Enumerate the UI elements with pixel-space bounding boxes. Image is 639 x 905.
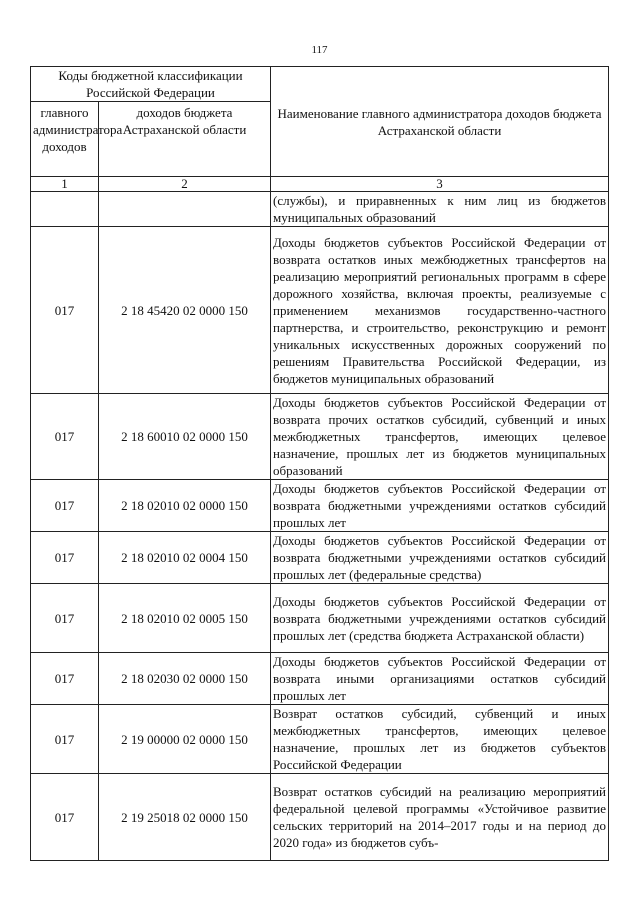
revenue-code-cell bbox=[99, 192, 271, 227]
page-number: 117 bbox=[311, 44, 328, 56]
revenue-code-cell: 2 19 00000 02 0000 150 bbox=[99, 705, 271, 774]
header-codes-group: Коды бюджетной классификации Российской Федерации bbox=[31, 67, 271, 102]
table-row bbox=[31, 227, 609, 394]
table-row bbox=[31, 394, 609, 480]
revenue-name-cell: Доходы бюджетов субъектов Российской Федерации от возврата бюджетными учреждениями остатков субсидий прошлых лет bbox=[271, 480, 609, 532]
revenue-name-cell: Доходы бюджетов субъектов Российской Федерации от возврата прочих остатков субсидий, субвенций и иных межбюджетных трансфертов, имеющих целевое назначение, прошлых лет из бюджетов муниципальных образований bbox=[271, 394, 609, 480]
table-row bbox=[31, 705, 609, 774]
table-row bbox=[31, 480, 609, 532]
table-row bbox=[31, 653, 609, 705]
revenue-name-cell: Доходы бюджетов субъектов Российской Федерации от возврата бюджетными учреждениями остатков субсидий прошлых лет (средства бюджета Астраханской области) bbox=[271, 584, 609, 653]
header-col-number-1: 1 bbox=[31, 177, 99, 192]
header-col-number-3: 3 bbox=[271, 177, 609, 192]
header-col-number-2: 2 bbox=[99, 177, 271, 192]
budget-classification-table bbox=[30, 66, 609, 861]
revenue-code-cell: 2 18 02010 02 0005 150 bbox=[99, 584, 271, 653]
admin-code-cell: 017 bbox=[31, 653, 99, 705]
admin-code-cell: 017 bbox=[31, 705, 99, 774]
header-admin-code: главного администратора доходов bbox=[31, 102, 99, 177]
admin-code-cell: 017 bbox=[31, 532, 99, 584]
revenue-code-cell: 2 18 45420 02 0000 150 bbox=[99, 227, 271, 394]
revenue-code-cell: 2 18 02010 02 0000 150 bbox=[99, 480, 271, 532]
admin-code-cell bbox=[31, 192, 99, 227]
table-row bbox=[31, 192, 609, 227]
header-revenue-code: доходов бюджета Астраханской области bbox=[99, 102, 271, 177]
table-row bbox=[31, 532, 609, 584]
revenue-code-cell: 2 19 25018 02 0000 150 bbox=[99, 774, 271, 861]
admin-code-cell: 017 bbox=[31, 774, 99, 861]
admin-code-cell: 017 bbox=[31, 584, 99, 653]
revenue-code-cell: 2 18 02030 02 0000 150 bbox=[99, 653, 271, 705]
revenue-name-cell: Доходы бюджетов субъектов Российской Федерации от возврата остатков иных межбюджетных трансфертов на реализацию мероприятий региональных программ в сфере дорожного хозяйства, включая проекты, реализуемые с применением механизмов государственно-частного партнерства, и строительство, реконструкцию и ремонт уникальных искусственных дорожных сооружений по решениям Правительства Российской Федерации, из бюджетов муниципальных образований bbox=[271, 227, 609, 394]
header-name: Наименование главного администратора доходов бюджета Астраханской области bbox=[271, 67, 609, 177]
table-row bbox=[31, 774, 609, 861]
revenue-name-cell: Доходы бюджетов субъектов Российской Федерации от возврата иными организациями остатков субсидий прошлых лет bbox=[271, 653, 609, 705]
revenue-code-cell: 2 18 02010 02 0004 150 bbox=[99, 532, 271, 584]
revenue-name-cell: (службы), и приравненных к ним лиц из бюджетов муниципальных образований bbox=[271, 192, 609, 227]
revenue-name-cell: Доходы бюджетов субъектов Российской Федерации от возврата бюджетными учреждениями остатков субсидий прошлых лет (федеральные средства) bbox=[271, 532, 609, 584]
revenue-name-cell: Возврат остатков субсидий, субвенций и иных межбюджетных трансфертов, имеющих целевое назначение, прошлых лет из бюджетов субъектов Российской Федерации bbox=[271, 705, 609, 774]
revenue-name-cell: Возврат остатков субсидий на реализацию мероприятий федеральной целевой программы «Устойчивое развитие сельских территорий на 2014–2017 годы и на период до 2020 года» из бюджетов субъ- bbox=[271, 774, 609, 861]
revenue-code-cell: 2 18 60010 02 0000 150 bbox=[99, 394, 271, 480]
table-row bbox=[31, 584, 609, 653]
admin-code-cell: 017 bbox=[31, 227, 99, 394]
admin-code-cell: 017 bbox=[31, 394, 99, 480]
admin-code-cell: 017 bbox=[31, 480, 99, 532]
